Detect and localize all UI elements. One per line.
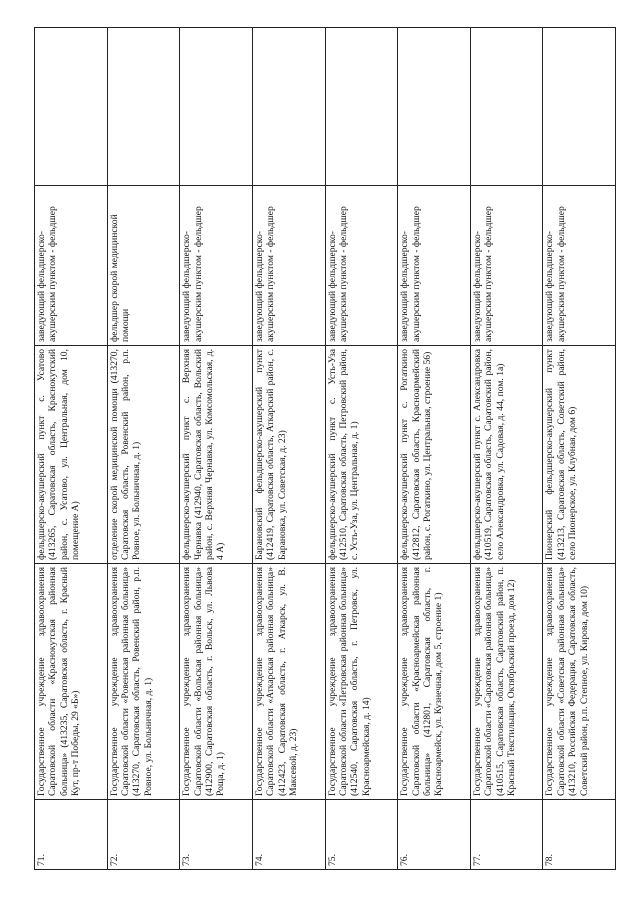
table-row (543, 28, 616, 870)
empty-cell (470, 28, 543, 186)
organization-cell: Государственное учреждение здравоохранения Саратовской области «Вольская районная больница» (412900, Саратовская область, г. Вольск, ул. Львова Роща, д. 1) (180, 564, 253, 800)
table-row (35, 28, 108, 870)
position-cell: заведующий фельдшерско-акушерским пунктом - фельдшер (35, 186, 108, 346)
position-cell: заведующий фельдшерско-акушерским пунктом - фельдшер (543, 186, 616, 346)
organization-cell: Государственное учреждение здравоохранения Саратовской области «Саратовская районная больница» (410515, Саратовская область, Саратовский район, п. Красный Текстильщик, Октябрьский проезд, дом 12) (470, 564, 543, 800)
row-number: 77. (470, 800, 543, 870)
organization-cell: Государственное учреждение здравоохранения Саратовской области «Петровская районная больница» (412540, Саратовская область, г. Петровск, ул. Красноармейская, д. 14) (325, 564, 398, 800)
empty-cell (325, 28, 398, 186)
organization-cell: Государственное учреждение здравоохранения Саратовской области «Советская районная больница» (413210, Российская Федерация, Саратовская область, Советский район, р.п. Степное, ул. Кирова, дом 10) (543, 564, 616, 800)
position-cell: заведующий фельдшерско-акушерским пунктом - фельдшер (325, 186, 398, 346)
position-cell: фельдшер скорой медицинской помощи (107, 186, 180, 346)
empty-cell (107, 28, 180, 186)
address-cell: фельдшерско-акушерский пункт с. Усть-Уза (412510, Саратовская область, Петровский район, с. Усть-Уза, ул. Центральная, д. 1) (325, 346, 398, 564)
row-number: 75. (325, 800, 398, 870)
rotated-table-wrapper (34, 28, 616, 870)
table-row (470, 28, 543, 870)
organization-cell: Государственное учреждение здравоохранения Саратовской области «Аткарская районная больница» (412423, Саратовская область, г. Аткарск, ул. В. Максевой, д. 23) (252, 564, 325, 800)
position-cell: заведующий фельдшерско-акушерским пунктом - фельдшер (180, 186, 253, 346)
empty-cell (543, 28, 616, 186)
empty-cell (35, 28, 108, 186)
address-cell: Пионерский фельдшерско-акушерский пункт (413213, Саратовская область, Советский район, село Пионерское, ул. Клубная, дом 6) (543, 346, 616, 564)
row-number: 78. (543, 800, 616, 870)
address-cell: фельдшерско-акушерский пункт с. Усатово (413265, Саратовская область, Краснокутский район, с. Усатово, ул. Центральная, дом 10, помещение А) (35, 346, 108, 564)
facilities-table (34, 27, 616, 870)
empty-cell (398, 28, 471, 186)
table-row (180, 28, 253, 870)
empty-cell (180, 28, 253, 186)
address-cell: фельдшерско-акушерский пункт с. Верхняя Чернавка (412940, Саратовская область, Вольский район, с. Верхняя Чернавка, ул. Комсомольская, д. 4 А) (180, 346, 253, 564)
empty-cell (252, 28, 325, 186)
row-number: 73. (180, 800, 253, 870)
row-number: 76. (398, 800, 471, 870)
address-cell: отделение скорой медицинской помощи (413270, Саратовская область, Ровенский район, р.п. Ровное, ул. Больничная, д. 1) (107, 346, 180, 564)
position-cell: заведующий фельдшерско-акушерским пунктом - фельдшер (398, 186, 471, 346)
row-number: 71. (35, 800, 108, 870)
organization-cell: Государственное учреждение здравоохранения Саратовской области «Ровенская районная больница» (413270, Саратовская область, Ровенский район, р.п. Ровное, ул. Больничная, д. 1) (107, 564, 180, 800)
address-cell: фельдшерско-акушерский пункт с. Рогаткино (412812, Саратовская область, Красноармейский район, с. Рогаткино, ул. Центральная, строение 56) (398, 346, 471, 564)
table-row (252, 28, 325, 870)
row-number: 74. (252, 800, 325, 870)
address-cell: Барановский фельдшерско-акушерский пункт (412419, Саратовская область, Аткарский район, с. Барановка, ул. Советская, д. 23) (252, 346, 325, 564)
table-row (107, 28, 180, 870)
position-cell: заведующий фельдшерско-акушерским пунктом - фельдшер (470, 186, 543, 346)
organization-cell: Государственное учреждение здравоохранения Саратовской области «Красноармейская районная больница» (412801, Саратовская область, г. Красноармейск, ул. Кузнечная, дом 5, строение 1) (398, 564, 471, 800)
organization-cell: Государственное учреждение здравоохранения Саратовской области «Краснокутская районная больница» (413235, Саратовская область, г. Красный Кут, пр-т Победы, 29 «Б») (35, 564, 108, 800)
address-cell: фельдшерско-акушерский пункт с. Александровка (410519, Саратовская область, Саратовский район, село Александровка, ул. Садовая, д. 44, пом. 1а) (470, 346, 543, 564)
table-row (325, 28, 398, 870)
position-cell: заведующий фельдшерско-акушерским пунктом - фельдшер (252, 186, 325, 346)
row-number: 72. (107, 800, 180, 870)
table-row (398, 28, 471, 870)
